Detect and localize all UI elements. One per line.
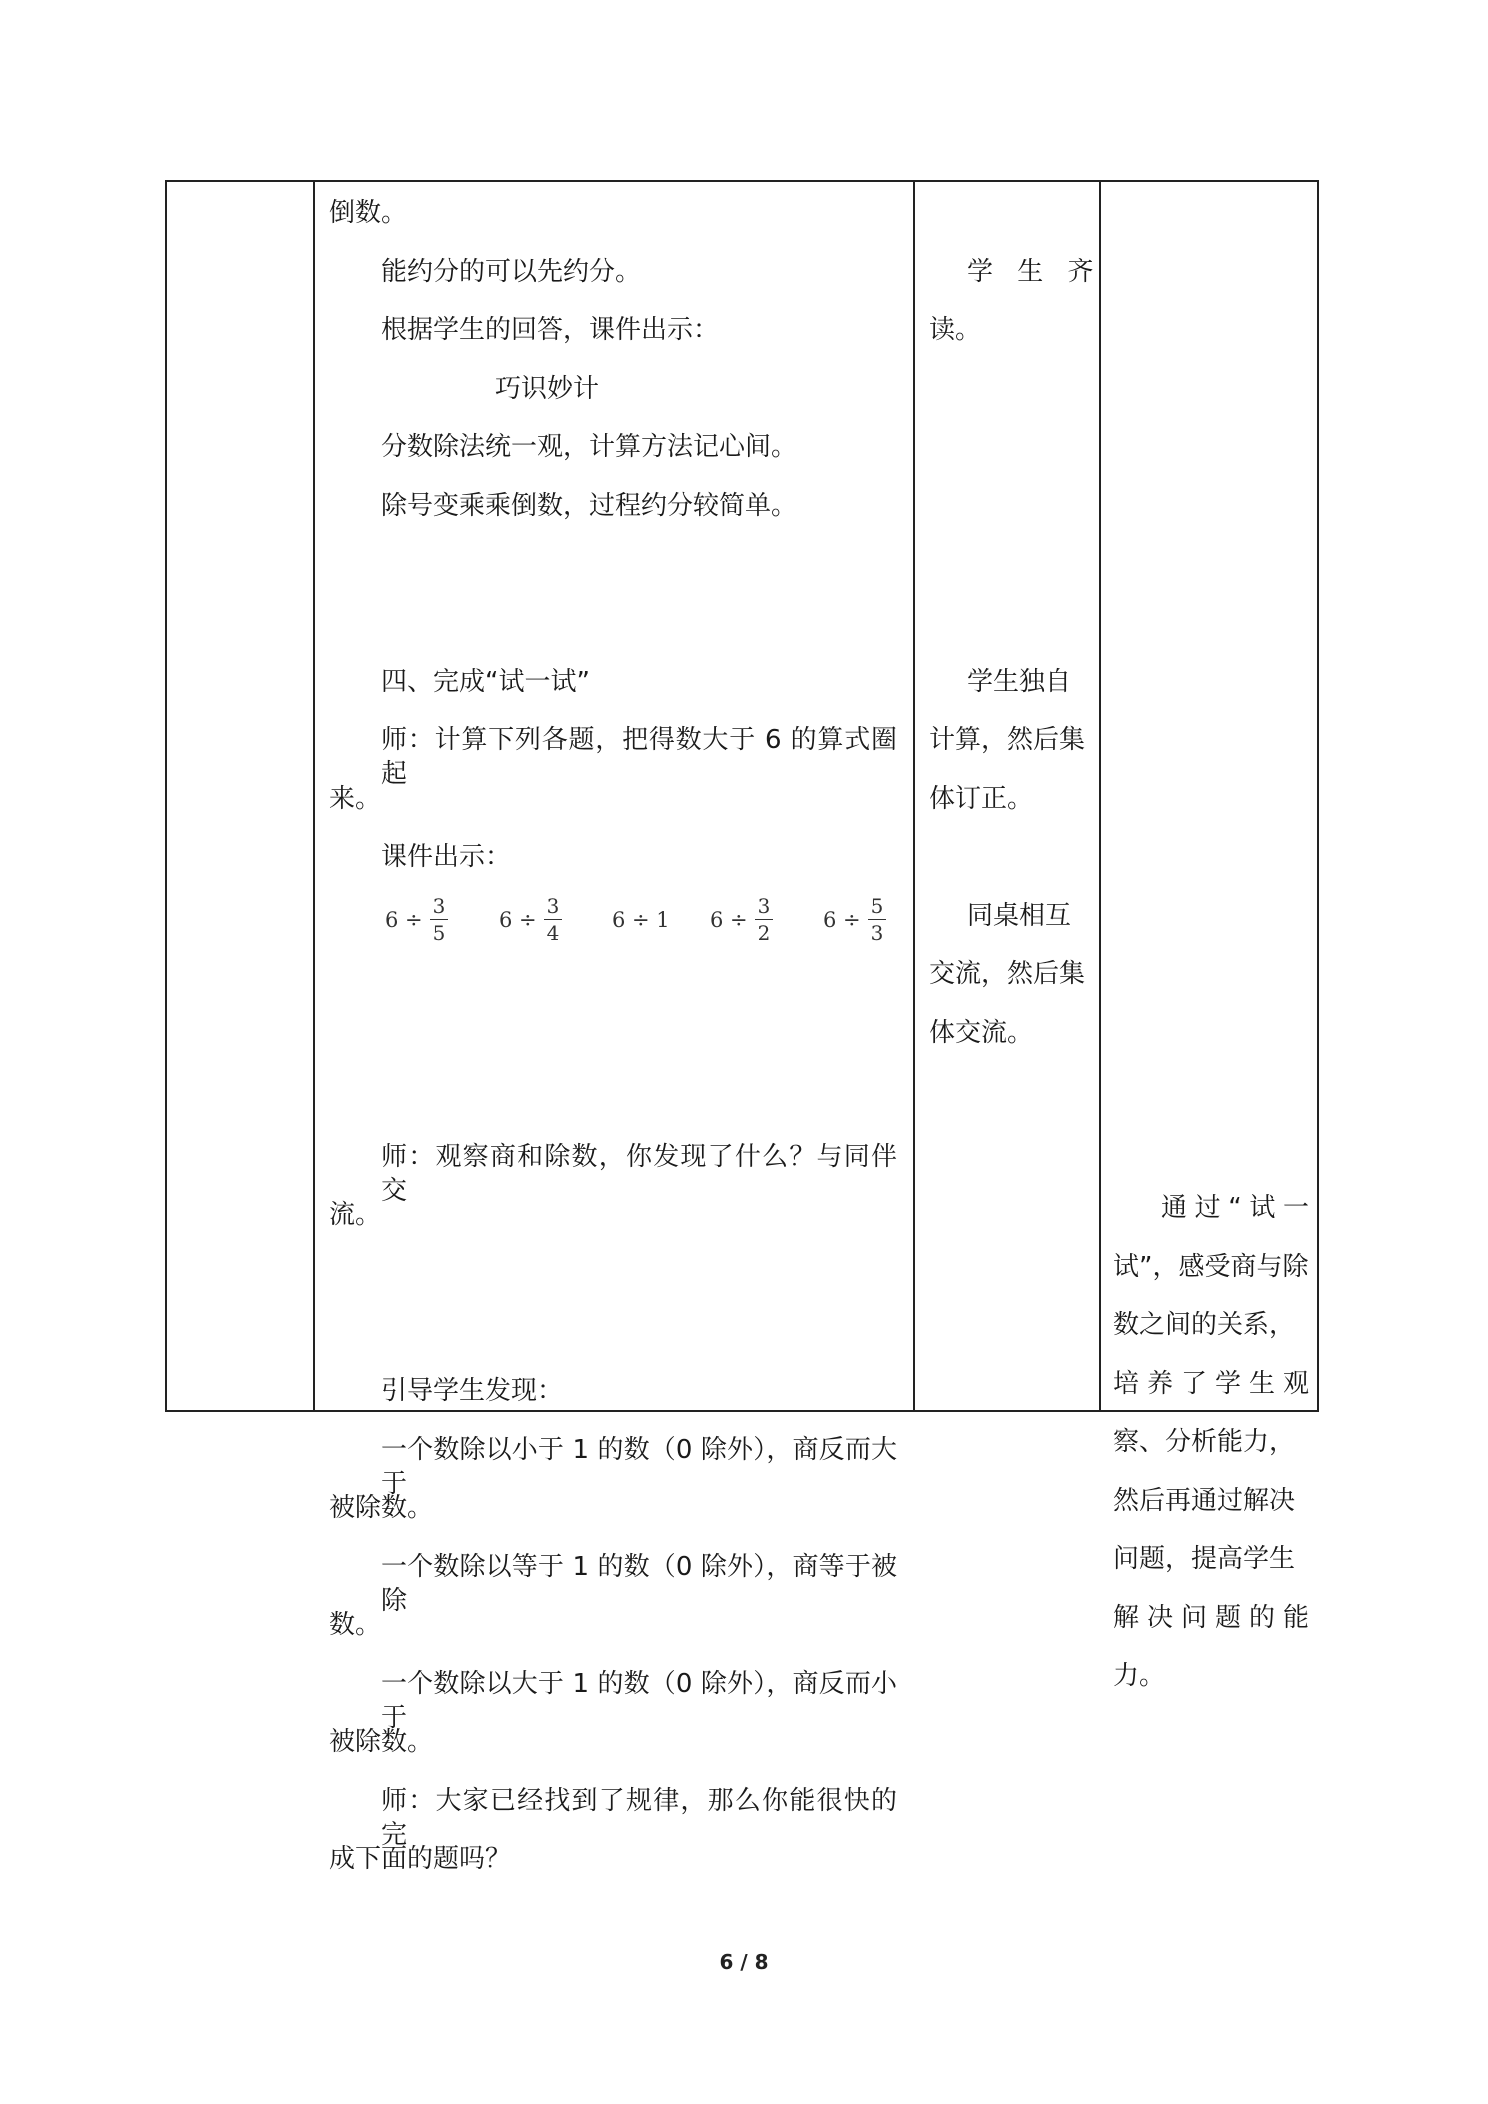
cell-student-activity [915,182,1102,1410]
expression-lhs: 6 ÷ [823,907,861,932]
fraction-denominator: 4 [546,921,560,945]
cell-design-intent [1101,182,1319,1691]
expression-lhs: 6 ÷ 1 [612,908,670,932]
text-line: 师：大家已经找到了规律，那么你能很快的完 [381,1786,897,1850]
text-line: 体交流。 [929,1018,1034,1048]
fraction-denominator: 2 [757,921,771,945]
text-line: 分数除法统一观，计算方法记心间。 [381,432,798,462]
fraction [755,895,774,944]
page-number: 6 / 8 [719,1950,769,1974]
expression [499,895,562,944]
text-line: 试”，感受商与除 [1113,1252,1309,1282]
rhyme-title: 巧识妙计 [495,374,600,404]
text-line: 学生独自 [967,667,1072,697]
cell-empty [167,182,313,1410]
text-line: 力。 [1113,1661,1166,1691]
expression-lhs: 6 ÷ [385,907,423,932]
lesson-table [165,180,1319,1874]
fraction-numerator: 3 [755,895,774,920]
text-line: 培养了学生观 [1113,1369,1309,1399]
text-line: 被除数。 [329,1493,434,1523]
expression [710,895,773,944]
cell-teaching-process [315,182,913,1874]
text-line: 数。 [329,1610,382,1640]
text-line: 师：观察商和除数，你发现了什么？与同伴交 [381,1142,897,1206]
text-line: 察、分析能力， [1113,1427,1296,1457]
text-line: 来。 [329,784,382,814]
text-line: 一个数除以小于 1 的数（0 除外），商反而大于 [381,1435,897,1499]
text-line: 然后再通过解决 [1113,1486,1296,1516]
text-line: 体订正。 [929,784,1034,814]
fraction [868,895,887,944]
text-line: 读。 [929,315,982,345]
expression-lhs: 6 ÷ [499,907,537,932]
expression [385,895,448,944]
text-line: 师：计算下列各题，把得数大于 6 的算式圈起 [381,725,897,789]
text-line: 课件出示： [381,842,512,872]
fraction-numerator: 5 [868,895,887,920]
text-line: 同桌相互 [967,901,1072,931]
fraction-denominator: 3 [870,921,884,945]
expression [823,895,886,944]
text-line: 通过“试一 [1161,1193,1309,1223]
text-line: 交流，然后集 [929,959,1086,989]
text-line: 除号变乘乘倒数，过程约分较简单。 [381,491,798,521]
text-line: 问题，提高学生 [1113,1544,1296,1574]
expression [612,895,670,945]
text-line: 学 生 齐 [967,257,1102,287]
text-line: 根据学生的回答，课件出示： [381,315,720,345]
text-line: 解决问题的能 [1113,1603,1309,1633]
fraction [544,895,563,944]
section-heading: 四、完成“试一试” [381,667,590,697]
text-line: 被除数。 [329,1727,434,1757]
text-line: 能约分的可以先约分。 [381,257,642,287]
text-line: 数之间的关系， [1113,1310,1296,1340]
text-line: 流。 [329,1200,382,1230]
text-line: 引导学生发现： [381,1376,564,1406]
fraction-numerator: 3 [544,895,563,920]
text-line: 计算，然后集 [929,725,1086,755]
text-line: 成下面的题吗？ [329,1844,512,1874]
text-line: 一个数除以等于 1 的数（0 除外），商等于被除 [381,1552,897,1616]
fraction [430,895,449,944]
expression-lhs: 6 ÷ [710,907,748,932]
fraction-numerator: 3 [430,895,449,920]
fraction-denominator: 5 [432,921,446,945]
text-line: 倒数。 [329,198,408,228]
text-line: 一个数除以大于 1 的数（0 除外），商反而小于 [381,1669,897,1733]
